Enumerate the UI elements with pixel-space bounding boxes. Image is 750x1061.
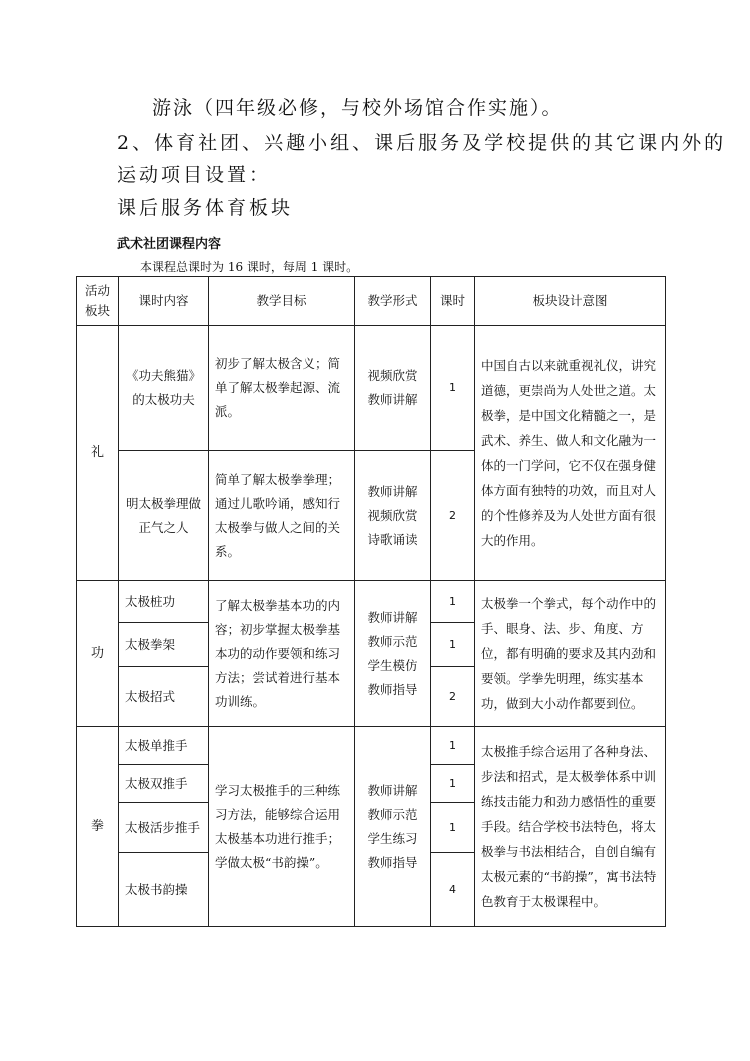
content-cell: 太极拳架 (119, 623, 209, 667)
table-title: 武术社团课程内容 (117, 237, 222, 252)
content-cell: 太极单推手 (119, 727, 209, 765)
goal-cell: 了解太极拳基本功的内容；初步掌握太极拳基本功的动作要领和练习方法；尝试着进行基本功训练。 (209, 581, 355, 727)
content-cell: 太极桩功 (119, 581, 209, 623)
swim-line: 游泳（四年级必修，与校外场馆合作实施）。 (152, 97, 563, 119)
after-school-heading: 课后服务体育板块 (117, 197, 294, 219)
header-form: 教学形式 (355, 277, 431, 326)
content-cell: 太极书韵操 (119, 853, 209, 927)
content-cell: 太极双推手 (119, 765, 209, 803)
hours-cell: 1 (431, 803, 475, 853)
total-hours-note: 本课程总课时为 16 课时，每周 1 课时。 (140, 260, 359, 274)
header-goal: 教学目标 (209, 277, 355, 326)
table-row (77, 727, 666, 765)
hours-cell: 1 (431, 326, 475, 451)
module-li: 礼 (77, 326, 119, 581)
form-cell: 教师讲解 教师示范 学生练习 教师指导 (355, 727, 431, 927)
content-cell: 《功夫熊猫》的太极功夫 (119, 326, 209, 451)
intent-li: 中国自古以来就重视礼仪，讲究道德，更崇尚为人处世之道。太极拳，是中国文化精髓之一，是武术、养生、做人和文化融为一体的一门学问，它不仅在强身健体方面有独特的功效，而且对人的个性修养及为人处世方面有很大的作用。 (475, 326, 666, 581)
table-header-row (77, 277, 666, 326)
goal-cell: 初步了解太极含义；简单了解太极拳起源、流派。 (209, 326, 355, 451)
form-cell: 教师讲解 教师示范 学生模仿 教师指导 (355, 581, 431, 727)
content-cell: 太极招式 (119, 667, 209, 727)
content-cell: 明太极拳理做正气之人 (119, 451, 209, 581)
intent-quan: 太极推手综合运用了各种身法、步法和招式，是太极拳体系中训练技击能力和劲力感悟性的重要手段。结合学校书法特色，将太极拳与书法相结合，自创自编有太极元素的“书韵操”，寓书法特色教育于太极课程中。 (475, 727, 666, 927)
form-cell: 教师讲解 视频欣赏 诗歌诵读 (355, 451, 431, 581)
hours-cell: 2 (431, 451, 475, 581)
module-quan: 拳 (77, 727, 119, 927)
hours-cell: 1 (431, 727, 475, 765)
goal-cell: 学习太极推手的三种练习方法，能够综合运用太极基本功进行推手；学做太极“书韵操”。 (209, 727, 355, 927)
module-gong: 功 (77, 581, 119, 727)
hours-cell: 1 (431, 581, 475, 623)
hours-cell: 2 (431, 667, 475, 727)
section-2-heading: 2、体育社团、兴趣小组、课后服务及学校提供的其它课内外的 (117, 132, 727, 154)
course-table (76, 276, 666, 927)
goal-cell: 简单了解太极拳拳理；通过儿歌吟诵，感知行太极拳与做人之间的关系。 (209, 451, 355, 581)
form-cell: 视频欣赏 教师讲解 (355, 326, 431, 451)
header-module: 活动板块 (77, 277, 119, 326)
intent-gong: 太极拳一个拳式，每个动作中的手、眼身、法、步、角度、方位，都有明确的要求及其内劲和要领。学拳先明理，练实基本功，做到大小动作都要到位。 (475, 581, 666, 727)
hours-cell: 4 (431, 853, 475, 927)
header-content: 课时内容 (119, 277, 209, 326)
content-cell: 太极活步推手 (119, 803, 209, 853)
table-row (77, 326, 666, 451)
hours-cell: 1 (431, 623, 475, 667)
section-2-heading-cont: 运动项目设置： (117, 164, 272, 186)
hours-cell: 1 (431, 765, 475, 803)
header-intent: 板块设计意图 (475, 277, 666, 326)
table-row (77, 581, 666, 623)
header-hours: 课时 (431, 277, 475, 326)
